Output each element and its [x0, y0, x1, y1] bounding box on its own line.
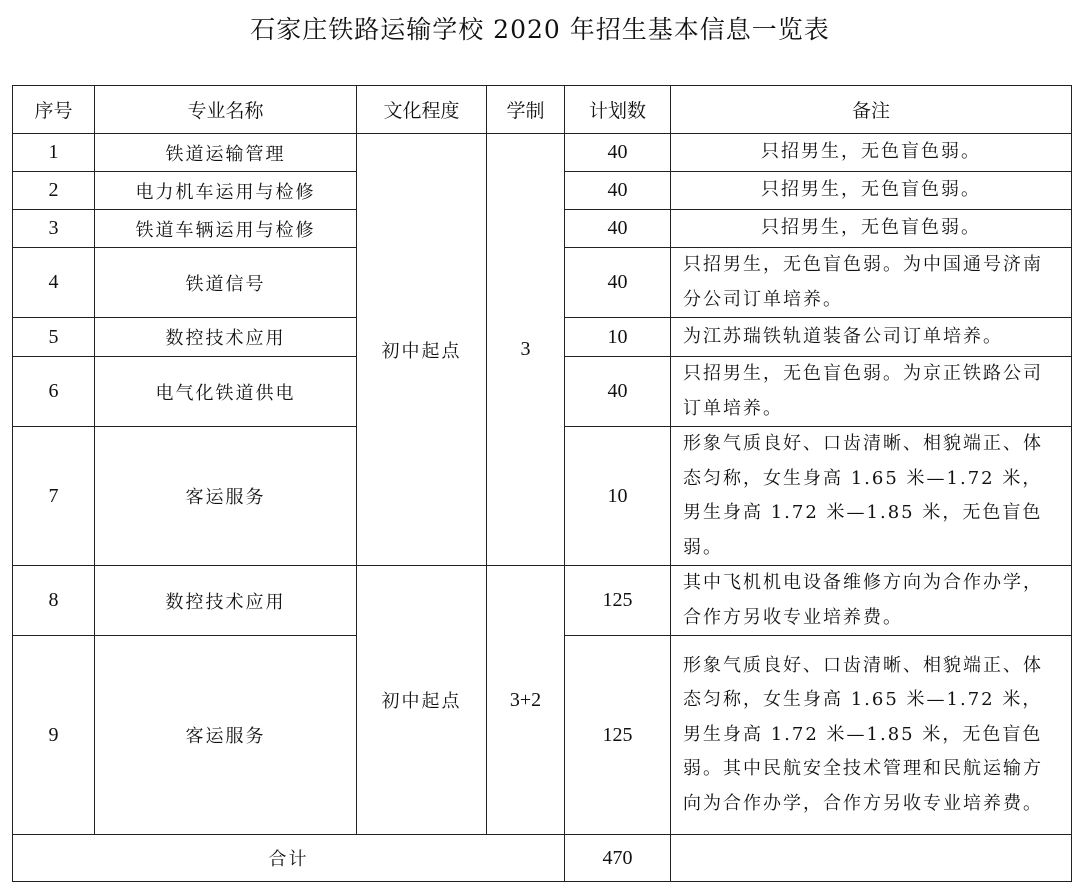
total-label: 合计 [13, 835, 565, 882]
row-no: 8 [13, 566, 95, 636]
row-major: 客运服务 [95, 427, 357, 566]
header-education: 文化程度 [357, 86, 487, 134]
row-note: 只招男生，无色盲色弱。 [671, 172, 1072, 210]
total-plan: 470 [565, 835, 671, 882]
row-note: 只招男生，无色盲色弱。为中国通号济南分公司订单培养。 [671, 248, 1072, 318]
row-major: 电气化铁道供电 [95, 357, 357, 427]
header-major: 专业名称 [95, 86, 357, 134]
row-note: 只招男生，无色盲色弱。 [671, 210, 1072, 248]
row-note: 其中飞机机电设备维修方向为合作办学，合作方另收专业培养费。 [671, 566, 1072, 636]
row-note: 形象气质良好、口齿清晰、相貌端正、体态匀称，女生身高 1.65 米—1.72 米，男生身高 1.72 米—1.85 米，无色盲色弱。 [671, 427, 1072, 566]
row-plan: 40 [565, 357, 671, 427]
table-row [13, 566, 1072, 636]
table-header-row [13, 86, 1072, 134]
page-title: 石家庄铁路运输学校 2020 年招生基本信息一览表 [250, 15, 830, 44]
row-no: 1 [13, 134, 95, 172]
group-education: 初中起点 [357, 134, 487, 566]
row-note: 形象气质良好、口齿清晰、相貌端正、体态匀称，女生身高 1.65 米—1.72 米，男生身高 1.72 米—1.85 米，无色盲色弱。其中民航安全技术管理和民航运输方向为合作办学，合作方另收专业培养费。 [671, 636, 1072, 835]
row-plan: 10 [565, 318, 671, 357]
table-row [13, 134, 1072, 172]
header-duration: 学制 [487, 86, 565, 134]
row-plan: 125 [565, 636, 671, 835]
row-major: 客运服务 [95, 636, 357, 835]
row-plan: 40 [565, 210, 671, 248]
row-note: 只招男生，无色盲色弱。为京正铁路公司订单培养。 [671, 357, 1072, 427]
row-plan: 40 [565, 172, 671, 210]
row-note: 为江苏瑞铁轨道装备公司订单培养。 [671, 318, 1072, 357]
row-major: 铁道车辆运用与检修 [95, 210, 357, 248]
group-education: 初中起点 [357, 566, 487, 835]
row-major: 铁道信号 [95, 248, 357, 318]
header-note: 备注 [671, 86, 1072, 134]
header-plan: 计划数 [565, 86, 671, 134]
group-duration: 3 [487, 134, 565, 566]
row-plan: 40 [565, 134, 671, 172]
row-no: 4 [13, 248, 95, 318]
header-no: 序号 [13, 86, 95, 134]
row-major: 数控技术应用 [95, 566, 357, 636]
total-row [13, 835, 1072, 882]
row-plan: 40 [565, 248, 671, 318]
total-note [671, 835, 1072, 882]
group-duration: 3+2 [487, 566, 565, 835]
row-no: 5 [13, 318, 95, 357]
row-no: 7 [13, 427, 95, 566]
row-plan: 10 [565, 427, 671, 566]
row-major: 电力机车运用与检修 [95, 172, 357, 210]
row-major: 数控技术应用 [95, 318, 357, 357]
row-no: 9 [13, 636, 95, 835]
row-major: 铁道运输管理 [95, 134, 357, 172]
enrollment-table [12, 85, 1072, 882]
row-no: 2 [13, 172, 95, 210]
row-note: 只招男生，无色盲色弱。 [671, 134, 1072, 172]
row-no: 6 [13, 357, 95, 427]
row-plan: 125 [565, 566, 671, 636]
row-no: 3 [13, 210, 95, 248]
